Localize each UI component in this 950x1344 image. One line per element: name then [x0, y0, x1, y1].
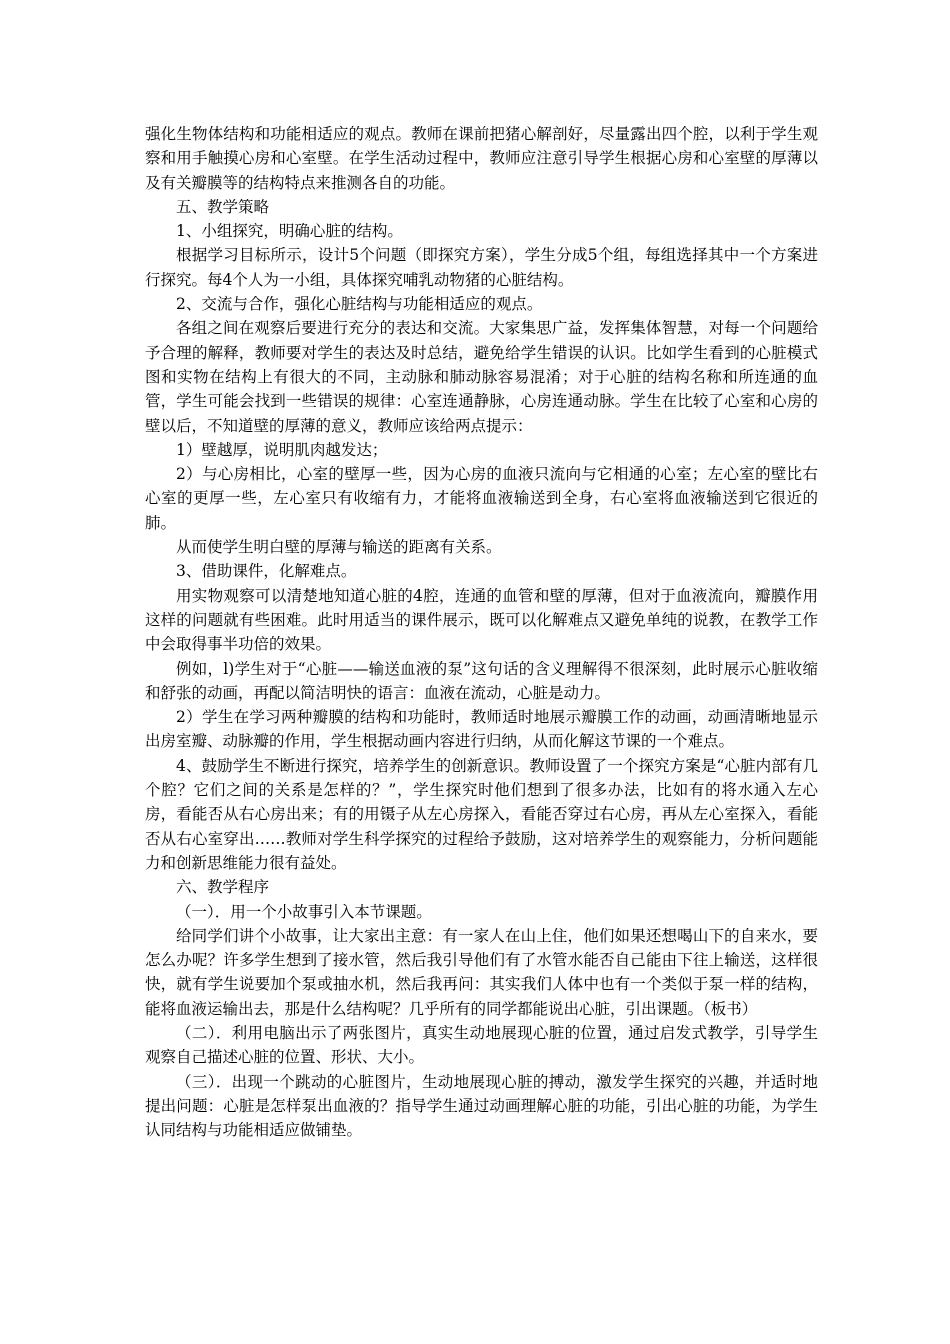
procedure-item-2: （二）．利用电脑出示了两张图片，真实生动地展现心脏的位置，通过启发式教学，引导学生观察自己描述心脏的位置、形状、大小。 — [145, 1023, 818, 1067]
list-item: 1）壁越厚，说明肌肉越发达； — [176, 440, 388, 459]
procedure-heading-1: （一）．用一个小故事引入本节课题。 — [176, 902, 432, 921]
strategy-heading-1: 1、小组探究，明确心脏的结构。 — [176, 222, 403, 241]
strategy-heading-3: 3、借助课件，化解难点。 — [176, 562, 357, 581]
paragraph: 给同学们讲个小故事，让大家出主意：有一家人在山上住，他们如果还想喝山下的自来水，要怎么办呢？许多学生想到了接水管，然后我引导他们有了水管水能否自己能由下往上输送，这样很快，就有学生说要加个泵或抽水机，然后我再问：其实我们人体中也有一个类似于泵一样的结构，能将血液运输出去，那是什么结构呢？几乎所有的同学都能说出心脏，引出课题。（板书） — [145, 926, 818, 1018]
section-heading-teaching-strategy: 五、教学策略 — [176, 197, 270, 216]
section-heading-teaching-procedure: 六、教学程序 — [176, 878, 270, 897]
paragraph: 用实物观察可以清楚地知道心脏的4腔，连通的血管和壁的厚薄，但对于血液流向，瓣膜作用这样的问题就有些困难。此时用适当的课件展示，既可以化解难点又避免单纯的说教，在教学工作中会取得事半功倍的效果。 — [145, 586, 818, 654]
paragraph: 从而使学生明白壁的厚薄与输送的距离有关系。 — [176, 538, 502, 557]
document-body — [145, 122, 818, 1142]
procedure-item-3: （三）．出现一个跳动的心脏图片，生动地展现心脏的搏动，激发学生探究的兴趣，并适时地提出问题：心脏是怎样泵出血液的？指导学生通过动画理解心脏的功能，引出心脏的功能，为学生认同结构与功能相适应做铺垫。 — [145, 1072, 818, 1140]
paragraph: 4、鼓励学生不断进行探究，培养学生的创新意识。教师设置了一个探究方案是“心脏内部有几个腔？它们之间的关系是怎样的？”，学生探究时他们想到了很多办法，比如有的将水通入左心房，看能否从右心房出来；有的用镊子从左心房探入，看能否穿过右心房，再从左心室探入，看能否从右心室穿出……教师对学生科学探究的过程给予鼓励，这对培养学生的观察能力，分析问题能力和创新思维能力很有益处。 — [145, 756, 818, 872]
paragraph-intro-continuation: 强化生物体结构和功能相适应的观点。教师在课前把猪心解剖好，尽量露出四个腔，以利于学生观察和用手触摸心房和心室壁。在学生活动过程中，教师应注意引导学生根据心房和心室壁的厚薄以及有关瓣膜等的结构特点来推测各自的功能。 — [145, 125, 818, 192]
list-item: 2）与心房相比，心室的壁厚一些，因为心房的血液只流向与它相通的心室；左心室的壁比右心室的更厚一些，左心室只有收缩有力，才能将血液输送到全身，右心室将血液输送到它很近的肺。 — [145, 465, 818, 532]
document-page — [145, 122, 818, 1142]
paragraph: 例如，l)学生对于“心脏——输送血液的泵”这句话的含义理解得不很深刻，此时展示心脏收缩和舒张的动画，再配以简洁明快的语言：血液在流动，心脏是动力。 — [145, 659, 818, 702]
paragraph: 2）学生在学习两种瓣膜的结构和功能时，教师适时地展示瓣膜工作的动画，动画清晰地显示出房室瓣、动脉瓣的作用，学生根据动画内容进行归纳，从而化解这节课的一个难点。 — [145, 708, 818, 751]
paragraph: 根据学习目标所示，设计5个问题（即探究方案），学生分成5个组，每组选择其中一个方案进行探究。每4个人为一小组，具体探究哺乳动物猪的心脏结构。 — [145, 246, 818, 289]
paragraph: 各组之间在观察后要进行充分的表达和交流。大家集思广益，发挥集体智慧，对每一个问题给予合理的解释，教师要对学生的表达及时总结，避免给学生错误的认识。比如学生看到的心脏模式图和实物在结构上有很大的不同，主动脉和肺动脉容易混淆；对于心脏的结构名称和所连通的血管，学生可能会找到一些错误的规律：心室连通静脉，心房连通动脉。学生在比较了心室和心房的壁以后，不知道壁的厚薄的意义，教师应该给两点提示： — [145, 319, 818, 435]
strategy-heading-2: 2、交流与合作，强化心脏结构与功能相适应的观点。 — [176, 295, 543, 314]
